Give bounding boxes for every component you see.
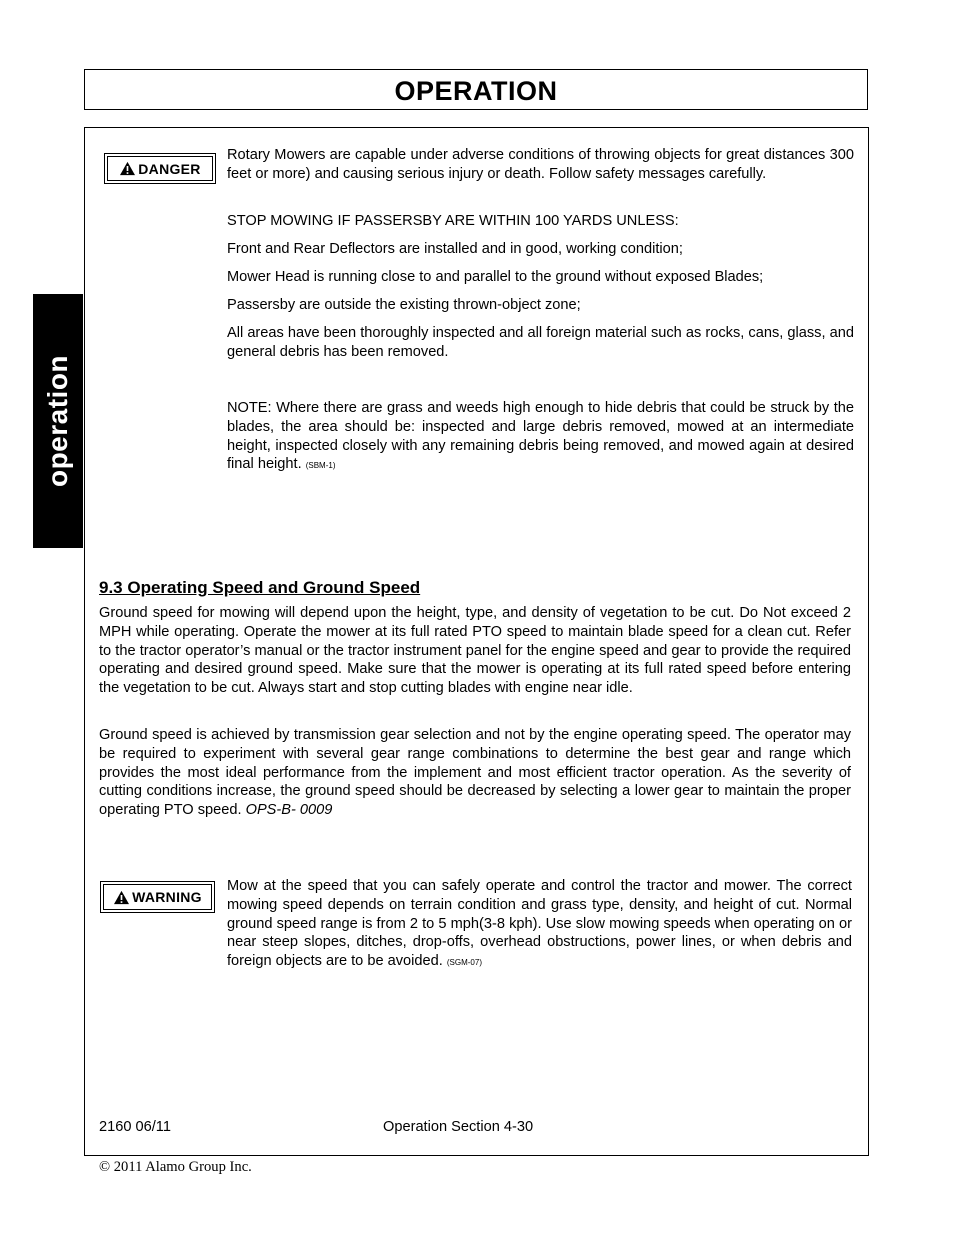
danger-note-code: (SBM-1) <box>305 461 336 471</box>
warning-text <box>227 877 852 973</box>
section-paragraph-2-code: OPS-B- 0009 <box>245 802 333 819</box>
danger-condition: Mower Head is running close to and parallel to the ground without exposed Blades; <box>227 269 764 285</box>
footer-section-page: Operation Section 4-30 <box>383 1119 534 1135</box>
footer-copyright: © 2011 Alamo Group Inc. <box>99 1159 252 1175</box>
section-side-tab <box>33 294 83 548</box>
warning-badge <box>100 881 215 913</box>
page-title: OPERATION <box>394 76 558 106</box>
danger-note <box>227 399 854 476</box>
warning-badge-label: WARNING <box>132 889 202 905</box>
danger-badge <box>104 153 216 184</box>
danger-intro: Rotary Mowers are capable under adverse conditions of throwing objects for great distances 300 feet or more) and causing serious injury or death. Follow safety messages carefully. <box>227 147 854 182</box>
warning-text-body: Mow at the speed that you can safely operate and control the tractor and mower. The correct mowing speed depends on terrain condition and grass type, density, and height of cut. Normal ground speed range is from 2 to 5 mph(3-8 kph). Use slow mowing speeds when operating on or near steep slopes, ditches, drop-offs, overhead obstructions, power lines, or when debris and foreign objects are to be avoided. <box>227 878 852 970</box>
alert-triangle-icon <box>113 890 130 905</box>
warning-code: (SGM-07) <box>446 958 482 968</box>
section-paragraph-2 <box>99 726 851 820</box>
danger-badge-label: DANGER <box>138 160 201 177</box>
section-paragraph-1: Ground speed for mowing will depend upon the height, type, and density of vegetation to be cut. Do Not exceed 2 MPH while operating. Operate the mower at its full rated PTO speed to maintain blade speed for a clean cut. Refer to the tractor operator’s manual or the tractor instrument panel for the engine speed and gear to provide the required operating and desired ground speed. Make sure that the mower is operating at its full rated speed before entering the vegetation to be cut. Always start and stop cutting blades with engine near idle. <box>99 605 851 697</box>
page-header <box>84 69 868 110</box>
alert-triangle-icon <box>119 161 136 176</box>
side-tab-label: operation <box>42 354 73 488</box>
danger-condition: All areas have been thoroughly inspected and all foreign material such as rocks, cans, glass, and general debris has been removed. <box>227 325 854 360</box>
danger-condition: Passersby are outside the existing thrown-object zone; <box>227 297 581 313</box>
danger-note-text: NOTE: Where there are grass and weeds high enough to hide debris that could be struck by the blades, the area should be: inspected and large debris removed, mowed at an intermediate height, inspected closely with any remaining debris being removed, and mowed again at desired final height. <box>227 400 854 473</box>
footer-model-date: 2160 06/11 <box>99 1119 171 1135</box>
section-paragraph-2-text: Ground speed is achieved by transmission gear selection and not by the engine operating speed. The operator may be required to experiment with several gear range combinations to determine the best gear and range which provides the most ideal performance from the implement and most efficient tractor operation. As the severity of cutting conditions increase, the ground speed should be decreased by selecting a lower gear to maintain the proper operating PTO speed. <box>99 727 851 819</box>
danger-stop-line: STOP MOWING IF PASSERSBY ARE WITHIN 100 YARDS UNLESS: <box>227 213 679 229</box>
danger-condition: Front and Rear Deflectors are installed and in good, working condition; <box>227 241 683 257</box>
section-heading: 9.3 Operating Speed and Ground Speed <box>99 578 421 597</box>
